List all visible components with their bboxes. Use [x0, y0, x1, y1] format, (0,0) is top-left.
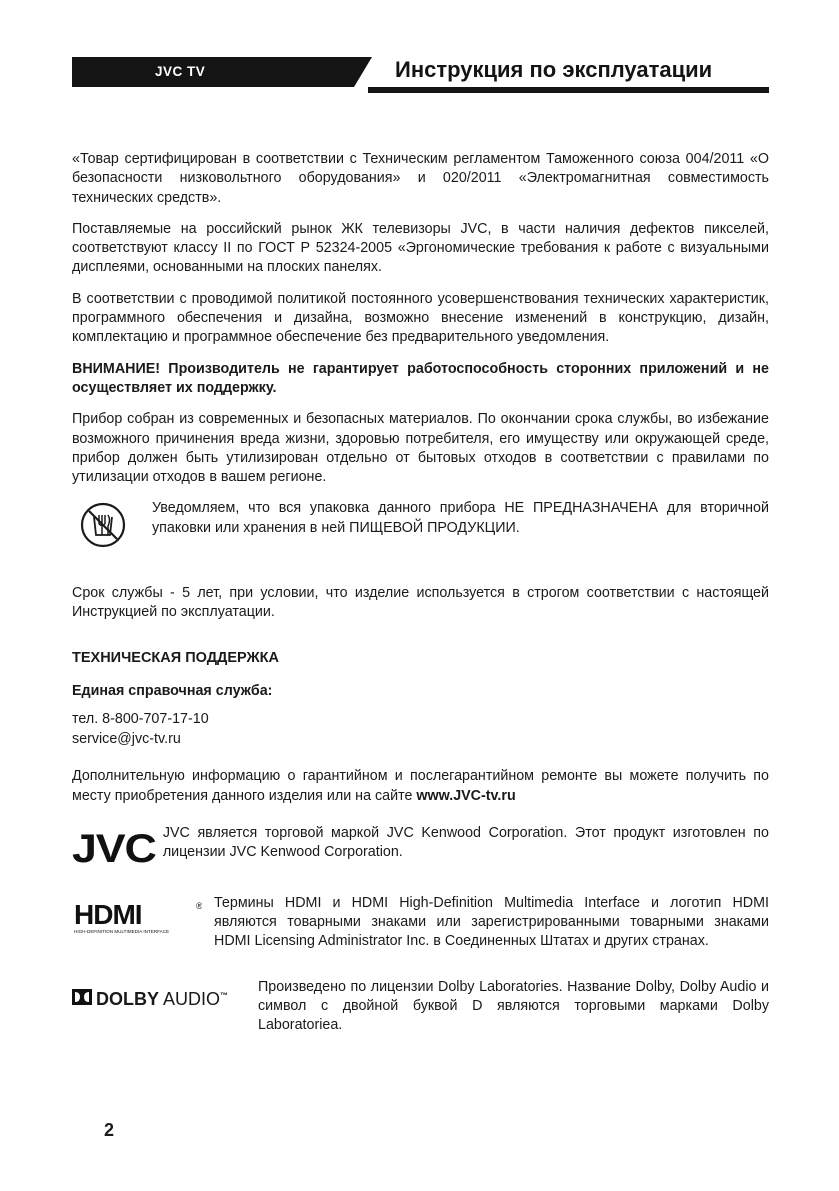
dolby-trademark-row [72, 978, 769, 1036]
pixel-defects-paragraph: Поставляемые на российский рынок ЖК телевизоры JVC, в части наличия дефектов пикселей, соответствуют классу II по ГОСТ Р 52324-2005 «Эргономические требования к работе с визуальными дисплеями, основанными на плоских панелях. [72, 220, 769, 276]
dolby-wordmark: DOLBY [96, 988, 159, 1009]
jvc-logo: JVC [72, 826, 156, 871]
changes-policy-paragraph: В соответствии с проводимой политикой постоянного усовершенствования технических характеристик, программного обеспечения и дизайна, возможно внесение изменений в конструкцию, дизайн, комплектацию и программное обеспечение без предварительного уведомления. [72, 290, 769, 346]
website-link[interactable]: www.JVC-tv.ru [416, 787, 516, 804]
hdmi-trademark-text: Термины HDMI и HDMI High-Definition Multimedia Interface и логотип HDMI являются товарными знаками или зарегистрированными товарными знаками HDMI Licensing Administrator Inc. в Соединенных Штатах и других странах. [214, 894, 769, 950]
hdmi-tagline: HIGH-DEFINITION MULTIMEDIA INTERFACE [74, 928, 170, 934]
main-content [72, 150, 769, 1036]
page-number: 2 [104, 1120, 115, 1140]
food-packaging-notice [72, 499, 769, 550]
header-rule [368, 87, 769, 93]
dolby-trademark-sign: ™ [220, 990, 229, 1000]
page-title: Инструкция по эксплуатации [395, 57, 713, 82]
warranty-info-text: Дополнительную информацию о гарантийном и послегарантийном ремонте вы можете получить по месту приобретения данного изделия или на сайте [72, 768, 769, 804]
jvc-trademark-text: JVC является торговой маркой JVC Kenwood Corporation. Этот продукт изготовлен по лицензии JVC Kenwood Corporation. [162, 824, 769, 861]
support-email[interactable]: service@jvc-tv.ru [72, 731, 181, 748]
warranty-info-paragraph [72, 767, 769, 806]
support-heading: ТЕХНИЧЕСКАЯ ПОДДЕРЖКА [72, 649, 279, 666]
dolby-audio-logo [72, 986, 248, 1009]
dolby-audio-wordmark [96, 986, 228, 1009]
hdmi-logo [72, 900, 202, 940]
warning-paragraph: ВНИМАНИЕ! Производитель не гарантирует работоспособность сторонних приложений и не осуществляет их поддержку. [72, 360, 769, 396]
support-phone: тел. 8-800-707-17-10 [72, 711, 209, 728]
header-brand: JVC TV [155, 64, 206, 79]
not-for-food-icon [80, 502, 126, 548]
jvc-trademark-row [72, 824, 769, 871]
support-subheading: Единая справочная служба: [72, 682, 273, 699]
service-life-paragraph: Срок службы - 5 лет, при условии, что изделие используется в строгом соответствии с настоящей Инструкцией по эксплуатации. [72, 585, 769, 621]
hdmi-trademark-row [72, 894, 769, 952]
dolby-double-d-icon [72, 989, 92, 1005]
food-notice-text: Уведомляем, что вся упаковка данного прибора НЕ ПРЕДНАЗНАЧЕНА для вторичной упаковки или хранения в ней ПИЩЕВОЙ ПРОДУКЦИИ. [152, 500, 769, 536]
header-brand-bar [72, 57, 372, 87]
disposal-paragraph: Прибор собран из современных и безопасных материалов. По окончании срока службы, во избежание возможного причинения вреда жизни, здоровью потребителя, его имуществу или окружающей среде, прибор должен быть утилизирован отдельно от бытовых отходов в соответствии с правилами по утилизации отходов в вашем регионе. [72, 411, 769, 486]
hdmi-logo-graphic [72, 900, 202, 934]
support-contacts [72, 709, 769, 749]
hdmi-registered-mark: ® [196, 900, 202, 911]
dolby-audio-word: AUDIO [159, 988, 221, 1009]
certification-paragraph: «Товар сертифицирован в соответствии с Техническим регламентом Таможенного союза 004/2011 «О безопасности низковольтного оборудования» и 020/2011 «Электромагнитная совместимость технических средств». [72, 151, 769, 206]
dolby-trademark-text: Произведено по лицензии Dolby Laboratories. Название Dolby, Dolby Audio и символ с двойной буквой D являются торговыми марками Dolby Laboratoriea. [258, 978, 769, 1034]
hdmi-logo-wordmark: HDMI [74, 899, 142, 930]
